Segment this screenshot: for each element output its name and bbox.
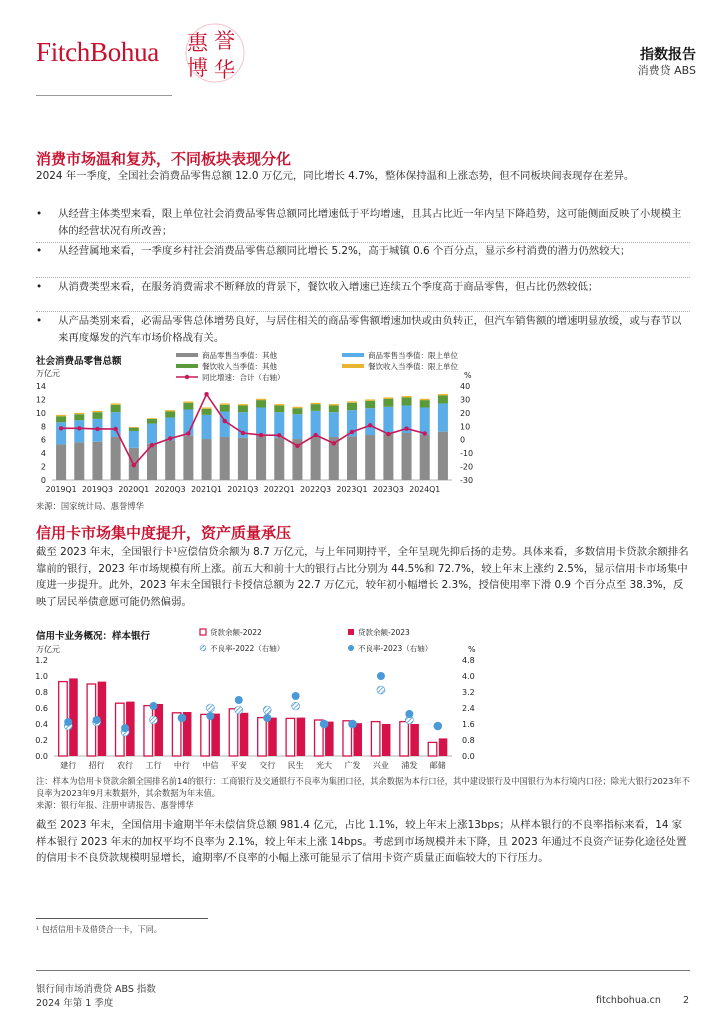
bar-segment bbox=[74, 420, 84, 442]
legend-label: 不良率-2023（右轴） bbox=[358, 644, 433, 653]
y-tick-left: 8 bbox=[40, 422, 46, 432]
bar-segment bbox=[311, 404, 321, 411]
y-tick-left: 12 bbox=[35, 395, 46, 405]
bar-segment bbox=[347, 436, 357, 480]
x-tick-label: 工行 bbox=[145, 761, 162, 770]
bar-segment bbox=[238, 404, 248, 405]
x-tick-label: 农行 bbox=[117, 761, 134, 770]
bullet-text: 从经营属地来看，一季度乡村社会消费品零售总额同比增长 5.2%，高于城镇 0.6 个百分点，显示乡村消费的潜力仍然较大； bbox=[58, 245, 631, 257]
bar-segment bbox=[183, 436, 193, 480]
bar-segment bbox=[147, 418, 157, 419]
bar-segment bbox=[256, 399, 266, 400]
bar-segment bbox=[274, 405, 284, 412]
chart2-source: 来源：银行年报、注册申请报告、惠誉博华 bbox=[36, 800, 194, 810]
bar-segment bbox=[129, 427, 139, 428]
left-axis-unit: 万亿元 bbox=[36, 369, 60, 378]
bar-segment bbox=[92, 412, 102, 419]
chart2-note: 注：样本为信用卡贷款余额全国排名前14的银行：工商银行及交通银行不良率为集团口径，其余数据为本行口径，其中建设银行及中国银行为本行境内口径；除光大银行2023年不良率为2023年9月末数据外，其余数据为年末值。 bbox=[36, 776, 690, 798]
chart2-title: 信用卡业务概况：样本银行 bbox=[36, 631, 151, 642]
legend-swatch bbox=[348, 645, 354, 651]
bar-segment bbox=[365, 435, 375, 480]
right-axis-unit: % bbox=[468, 645, 476, 654]
legend-label: 商品零售当季值：限上单位 bbox=[368, 351, 458, 360]
growth-point bbox=[313, 433, 317, 437]
svg-text:华: 华 bbox=[214, 58, 235, 82]
footnote: ¹ 包括信用卡及借贷合一卡，下同。 bbox=[36, 925, 162, 934]
bar-2022 bbox=[144, 706, 153, 756]
npl-2022-point bbox=[235, 706, 243, 714]
npl-2023-point bbox=[206, 712, 214, 720]
bullet-dot: • bbox=[36, 315, 43, 327]
npl-2022-point bbox=[377, 686, 385, 694]
bar-2023 bbox=[382, 724, 391, 756]
left-axis-unit: 万亿元 bbox=[36, 645, 60, 654]
bullet-item bbox=[36, 206, 690, 239]
bar-2022 bbox=[371, 722, 380, 756]
y-tick-left: 1.2 bbox=[35, 656, 48, 665]
growth-point bbox=[295, 444, 299, 448]
legend-label: 餐饮收入当季值：其他 bbox=[202, 362, 277, 371]
section-heading-consumption: 消费市场温和复苏，不同板块表现分化 bbox=[36, 150, 292, 168]
bar-segment bbox=[256, 407, 266, 434]
legend-swatch bbox=[348, 629, 354, 635]
x-tick-label: 中行 bbox=[173, 761, 190, 770]
bar-segment bbox=[274, 404, 284, 405]
bar-segment bbox=[420, 399, 430, 400]
y-tick-left: 10 bbox=[35, 408, 46, 418]
y-tick-left: 0 bbox=[40, 476, 46, 485]
growth-point bbox=[168, 436, 172, 440]
legend-swatch bbox=[176, 364, 198, 368]
npl-2023-point bbox=[235, 696, 243, 704]
y-tick-right: -20 bbox=[460, 462, 474, 472]
y-tick-left: 2 bbox=[40, 462, 46, 472]
x-tick-label: 兴业 bbox=[372, 761, 389, 770]
bar-segment bbox=[74, 442, 84, 480]
section2-para2: 截至 2023 年末，全国信用卡逾期半年未偿信贷总额 981.4 亿元，占比 1.1%，较上年末上涨13bps；从样本银行的不良率指标来看，14 家样本银行 2023 年末的加权平均不良率为 2.1%，较上年末上涨 14bps。考虑到市场规模并未下降，且 2023 年通过不良资产证券化途径处置的信用卡不良贷款规模明显增长，逾期率/不良率的小幅上涨可能显示了信用卡资产质量正面临较大的下行压力。 bbox=[36, 819, 687, 864]
bar-2022 bbox=[400, 722, 409, 756]
y-tick-left: 0.2 bbox=[35, 736, 48, 745]
bar-segment bbox=[56, 444, 66, 480]
bar-segment bbox=[147, 424, 157, 444]
svg-text:誉: 誉 bbox=[214, 29, 235, 53]
growth-point bbox=[132, 463, 136, 467]
legend-label: 商品零售当季值：其他 bbox=[202, 351, 277, 360]
bar-segment bbox=[311, 436, 321, 480]
legend-label: 同比增速：合计（右轴） bbox=[202, 373, 285, 382]
growth-point bbox=[95, 427, 99, 431]
legend-swatch bbox=[176, 353, 198, 357]
bar-segment bbox=[256, 400, 266, 407]
bar-2023 bbox=[297, 718, 306, 756]
bar-2023 bbox=[69, 678, 78, 756]
legend-label: 贷款余额-2022 bbox=[210, 628, 262, 637]
growth-point bbox=[59, 426, 63, 430]
credit-card-chart bbox=[30, 624, 700, 776]
growth-point bbox=[277, 433, 281, 437]
bar-2023 bbox=[211, 714, 220, 756]
npl-2022-point bbox=[206, 704, 214, 712]
bar-segment bbox=[311, 411, 321, 437]
legend-label: 餐饮收入当季值：限上单位 bbox=[368, 362, 458, 371]
bar-segment bbox=[365, 408, 375, 435]
bar-segment bbox=[274, 438, 284, 480]
y-tick-left: 4 bbox=[40, 449, 46, 459]
bar-segment bbox=[56, 416, 66, 422]
growth-point bbox=[386, 432, 390, 436]
bullet-dot: • bbox=[36, 245, 43, 257]
y-tick-left: 0.4 bbox=[35, 720, 48, 729]
bar-segment bbox=[329, 412, 339, 437]
bar-segment bbox=[365, 399, 375, 400]
y-tick-right: 30 bbox=[460, 395, 471, 405]
bar-segment bbox=[383, 434, 393, 480]
section-heading-credit-card: 信用卡市场集中度提升，资产质量承压 bbox=[36, 524, 292, 542]
right-axis-unit: % bbox=[464, 371, 472, 380]
y-tick-right: 0.8 bbox=[462, 736, 475, 745]
y-tick-right: 4.8 bbox=[462, 656, 475, 665]
chart1-source: 来源：国家统计局、惠誉博华 bbox=[36, 501, 144, 511]
bar-segment bbox=[365, 401, 375, 408]
npl-2023-point bbox=[320, 720, 328, 728]
y-tick-right: 1.6 bbox=[462, 720, 475, 729]
bar-2022 bbox=[258, 718, 267, 756]
npl-2023-point bbox=[263, 714, 271, 722]
bar-segment bbox=[202, 415, 212, 439]
x-tick-label: 2024Q1 bbox=[409, 485, 441, 494]
bar-segment bbox=[74, 414, 84, 420]
growth-point bbox=[150, 443, 154, 447]
bar-segment bbox=[220, 437, 230, 480]
x-tick-label: 2023Q3 bbox=[372, 485, 404, 494]
legend-swatch bbox=[342, 364, 364, 368]
bar-segment bbox=[202, 439, 212, 480]
x-tick-label: 2022Q1 bbox=[263, 485, 295, 494]
x-tick-label: 民生 bbox=[287, 761, 304, 770]
bar-segment bbox=[420, 434, 430, 480]
bar-2022 bbox=[229, 709, 238, 756]
growth-point bbox=[77, 426, 81, 430]
bar-segment bbox=[402, 433, 412, 480]
npl-2023-point bbox=[405, 710, 413, 718]
bar-segment bbox=[183, 401, 193, 402]
x-tick-label: 2022Q3 bbox=[300, 485, 332, 494]
growth-point bbox=[350, 430, 354, 434]
bar-segment bbox=[383, 397, 393, 398]
npl-2023-point bbox=[377, 672, 385, 680]
y-tick-right: -10 bbox=[460, 449, 474, 459]
footer-period: 2024 年第 1 季度 bbox=[36, 998, 114, 1009]
y-tick-right: 0.0 bbox=[462, 752, 475, 761]
bar-segment bbox=[438, 395, 448, 403]
npl-2022-point bbox=[150, 716, 158, 724]
bar-2023 bbox=[410, 724, 419, 756]
bar-segment bbox=[92, 442, 102, 480]
bar-2022 bbox=[428, 742, 437, 756]
legend-line-marker bbox=[185, 375, 189, 379]
growth-point bbox=[259, 433, 263, 437]
bar-segment bbox=[238, 438, 248, 480]
growth-point bbox=[186, 431, 190, 435]
bar-segment bbox=[202, 409, 212, 415]
bullet-separator bbox=[36, 277, 690, 278]
y-tick-left: 1.0 bbox=[35, 672, 48, 681]
y-tick-left: 0.6 bbox=[35, 704, 48, 713]
bar-segment bbox=[438, 394, 448, 395]
growth-point bbox=[204, 392, 208, 396]
bar-segment bbox=[220, 403, 230, 404]
x-tick-label: 2020Q3 bbox=[154, 485, 186, 494]
y-tick-right: -30 bbox=[460, 476, 474, 485]
bar-segment bbox=[402, 397, 412, 405]
bar-2022 bbox=[286, 718, 295, 756]
bar-segment bbox=[111, 437, 121, 480]
bar-segment bbox=[292, 408, 302, 414]
growth-point bbox=[368, 423, 372, 427]
y-tick-right: 0 bbox=[460, 435, 466, 445]
growth-point bbox=[241, 431, 245, 435]
npl-2023-point bbox=[178, 714, 186, 722]
npl-2023-point bbox=[121, 724, 129, 732]
header-rule bbox=[36, 95, 172, 96]
npl-2023-point bbox=[349, 720, 357, 728]
bullet-dot: • bbox=[36, 208, 43, 220]
bar-segment bbox=[147, 419, 157, 424]
bullet-dot: • bbox=[36, 281, 43, 293]
growth-point bbox=[404, 426, 408, 430]
svg-text:惠: 惠 bbox=[187, 31, 208, 55]
x-tick-label: 2021Q1 bbox=[191, 485, 223, 494]
y-tick-left: 0.0 bbox=[35, 752, 48, 761]
bar-segment bbox=[220, 405, 230, 412]
bar-segment bbox=[402, 396, 412, 397]
x-tick-label: 建行 bbox=[60, 761, 77, 770]
bar-segment bbox=[111, 403, 121, 404]
bar-segment bbox=[183, 403, 193, 410]
bar-segment bbox=[238, 405, 248, 412]
bar-segment bbox=[256, 434, 266, 480]
bar-segment bbox=[347, 403, 357, 410]
npl-2023-point bbox=[64, 718, 72, 726]
section1-intro: 2024 年一季度，全国社会消费品零售总额 12.0 万亿元，同比增长 4.7%，整体保持温和上涨态势，但不同板块间表现存在差异。 bbox=[36, 170, 635, 182]
bullet-text: 从产品类别来看，必需品零售总体增势良好，与居住相关的商品零售额增速加快或由负转正，但汽车销售额的增速明显放缓，或与春节以来再度爆发的汽车市场价格战有关。 bbox=[58, 315, 682, 344]
brand-seal bbox=[180, 22, 250, 88]
bullet-separator bbox=[36, 311, 690, 312]
footnote-rule bbox=[36, 918, 208, 919]
y-tick-right: 2.4 bbox=[462, 704, 475, 713]
chart1-title: 社会消费品零售总额 bbox=[36, 356, 122, 367]
x-tick-label: 浦发 bbox=[401, 761, 418, 770]
growth-point bbox=[423, 431, 427, 435]
bar-2023 bbox=[155, 704, 164, 756]
bar-segment bbox=[383, 407, 393, 434]
footer-website: fitchbohua.cn bbox=[596, 995, 661, 1006]
svg-text:博: 博 bbox=[187, 56, 208, 80]
document-subtype: 消费贷 ABS bbox=[637, 64, 696, 77]
x-tick-label: 2021Q3 bbox=[227, 485, 259, 494]
bar-segment bbox=[329, 405, 339, 412]
x-tick-label: 2023Q1 bbox=[336, 485, 368, 494]
legend-swatch bbox=[342, 353, 364, 357]
y-tick-left: 14 bbox=[35, 382, 46, 391]
x-tick-label: 2020Q1 bbox=[118, 485, 150, 494]
bar-segment bbox=[92, 411, 102, 412]
page-number: 2 bbox=[683, 995, 690, 1006]
x-tick-label: 广发 bbox=[344, 761, 361, 770]
y-tick-right: 20 bbox=[460, 408, 471, 418]
x-tick-label: 招行 bbox=[88, 761, 105, 770]
growth-point bbox=[332, 441, 336, 445]
npl-2023-point bbox=[434, 722, 442, 730]
footer-title: 银行间市场消费贷 ABS 指数 bbox=[36, 984, 156, 995]
bar-2023 bbox=[240, 713, 249, 756]
bar-segment bbox=[202, 407, 212, 408]
growth-point bbox=[223, 419, 227, 423]
x-tick-label: 邮储 bbox=[429, 761, 446, 770]
npl-2023-point bbox=[150, 702, 158, 710]
legend-swatch bbox=[200, 629, 206, 635]
y-tick-left: 6 bbox=[40, 435, 46, 445]
retail-sales-chart bbox=[30, 346, 700, 498]
bar-segment bbox=[129, 428, 139, 431]
bar-segment bbox=[311, 403, 321, 404]
bullet-item bbox=[36, 279, 690, 296]
y-tick-left: 0.8 bbox=[35, 688, 48, 697]
footer-rule bbox=[36, 970, 690, 971]
y-tick-right: 4.0 bbox=[462, 672, 475, 681]
bar-segment bbox=[165, 440, 175, 480]
bar-segment bbox=[111, 405, 121, 412]
legend-label: 贷款余额-2023 bbox=[358, 628, 410, 637]
bar-segment bbox=[292, 414, 302, 439]
section2-para1: 截至 2023 年末，全国银行卡¹应偿信贷余额为 8.7 万亿元，与上年同期持平，全年呈现先抑后扬的走势。具体来看，多数信用卡贷款余额排名靠前的银行，2023 年市场规模有所上涨。前五大和前十大的银行占比分别为 44.5%和 72.7%，较上年末上涨约 2.5%，显示信用卡市场集中度进一步提升。此外，2023 年末全国银行卡授信总额为 22.7 万亿元，较年初小幅增长 2.3%，授信使用率下滑 0.9 个百分点至 38.3%，反映了居民举债意愿可能仍然偏弱。 bbox=[36, 546, 689, 608]
npl-2023-point bbox=[93, 716, 101, 724]
bar-segment bbox=[74, 413, 84, 414]
document-type: 指数报告 bbox=[640, 47, 696, 63]
growth-point bbox=[113, 427, 117, 431]
bar-segment bbox=[329, 404, 339, 405]
npl-2023-point bbox=[292, 692, 300, 700]
x-tick-label: 交行 bbox=[259, 761, 276, 770]
x-tick-label: 平安 bbox=[230, 761, 247, 770]
bar-segment bbox=[347, 401, 357, 402]
bar-segment bbox=[56, 415, 66, 416]
x-tick-label: 2019Q3 bbox=[81, 485, 113, 494]
bar-segment bbox=[165, 412, 175, 418]
bullet-text: 从经营主体类型来看，限上单位社会消费品零售总额同比增速低于平均增速，且其占比近一年内呈下降趋势，这可能侧面反映了小规模主体的经营状况有所改善； bbox=[58, 208, 682, 237]
y-tick-right: 3.2 bbox=[462, 688, 475, 697]
bar-2023 bbox=[354, 723, 363, 756]
bar-2023 bbox=[439, 738, 448, 756]
bar-segment bbox=[438, 432, 448, 480]
npl-2022-point bbox=[263, 706, 271, 714]
bar-2023 bbox=[268, 718, 277, 756]
company-logo: FitchBohua bbox=[36, 37, 159, 67]
bar-segment bbox=[438, 403, 448, 431]
bar-segment bbox=[420, 400, 430, 407]
bar-segment bbox=[383, 399, 393, 407]
bar-segment bbox=[292, 407, 302, 408]
bullet-item bbox=[36, 243, 690, 260]
x-tick-label: 2019Q1 bbox=[45, 485, 77, 494]
bar-segment bbox=[56, 422, 66, 444]
bar-2022 bbox=[201, 714, 210, 756]
bar-segment bbox=[129, 431, 139, 448]
bullet-item bbox=[36, 313, 690, 346]
bar-segment bbox=[165, 410, 175, 411]
bullet-text: 从消费类型来看，在服务消费需求不断释放的背景下，餐饮收入增速已连续五个季度高于商品零售，但占比仍然较低； bbox=[58, 281, 599, 293]
legend-swatch bbox=[200, 645, 206, 651]
bar-segment bbox=[111, 412, 121, 437]
x-tick-label: 光大 bbox=[316, 761, 333, 770]
x-tick-label: 中信 bbox=[202, 761, 219, 770]
y-tick-right: 40 bbox=[460, 382, 471, 391]
npl-2022-point bbox=[292, 702, 300, 710]
y-tick-right: 10 bbox=[460, 422, 471, 432]
bar-segment bbox=[420, 407, 430, 434]
legend-label: 不良率-2022（右轴） bbox=[210, 644, 285, 653]
